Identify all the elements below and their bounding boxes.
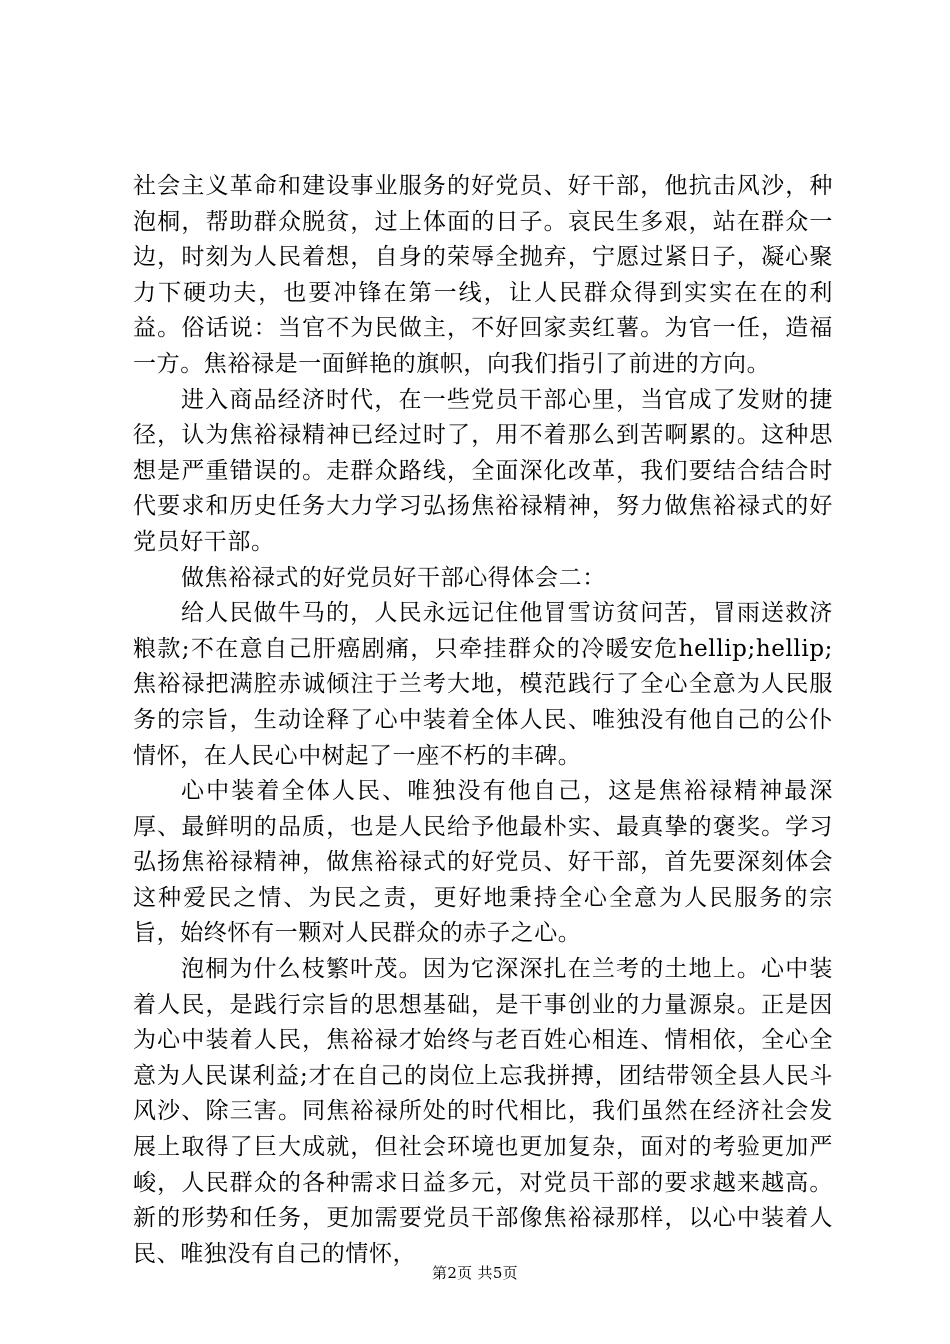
paragraph: 社会主义革命和建设事业服务的好党员、好干部，他抗击风沙，种泡桐，帮助群众脱贫，过上体面的日子。哀民生多艰，站在群众一边，时刻为人民着想，自身的荣辱全抛弃，宁愿过紧日子，凝心聚力下硬功夫，也要冲锋在第一线，让人民群众得到实实在在的利益。俗话说：当官不为民做主，不好回家卖红薯。为官一任，造福一方。焦裕禄是一面鲜艳的旗帜，向我们指引了前进的方向。 [133, 173, 833, 377]
paragraph: 心中装着全体人民、唯独没有他自己，这是焦裕禄精神最深厚、最鲜明的品质，也是人民给予他最朴实、最真挚的褒奖。学习弘扬焦裕禄精神，做焦裕禄式的好党员、好干部，首先要深刻体会这种爱民之情、为民之责，更好地秉持全心全意为人民服务的宗旨，始终怀有一颗对人民群众的赤子之心。 [133, 778, 833, 947]
paragraph: 给人民做牛马的，人民永远记住他冒雪访贫问苦，冒雨送救济粮款;不在意自己肝癌剧痛，只牵挂群众的冷暖安危hellip;hellip;焦裕禄把满腔赤诚倾注于兰考大地，模范践行了全心全意为人民服务的宗旨，生动诠释了心中装着全体人民、唯独没有他自己的公仆情怀，在人民心中树起了一座不朽的丰碑。 [133, 600, 833, 769]
section-heading: 做焦裕禄式的好党员好干部心得体会二： [181, 564, 606, 591]
document-body [133, 169, 833, 1272]
page-number-footer: 第2页 共5页 [432, 1264, 518, 1282]
paragraph: 泡桐为什么枝繁叶茂。因为它深深扎在兰考的土地上。心中装着人民，是践行宗旨的思想基础，是干事创业的力量源泉。正是因为心中装着人民，焦裕禄才始终与老百姓心相连、情相依，全心全意为人民谋利益;才在自己的岗位上忘我拼搏，团结带领全县人民斗风沙、除三害。同焦裕禄所处的时代相比，我们虽然在经济社会发展上取得了巨大成就，但社会环境也更加复杂，面对的考验更加严峻，人民群众的各种需求日益多元，对党员干部的要求越来越高。新的形势和任务，更加需要党员干部像焦裕禄那样，以心中装着人民、唯独没有自己的情怀， [133, 956, 833, 1267]
paragraph: 进入商品经济时代，在一些党员干部心里，当官成了发财的捷径，认为焦裕禄精神已经过时了，用不着那么到苦啊累的。这种思想是严重错误的。走群众路线，全面深化改革，我们要结合结合时代要求和历史任务大力学习弘扬焦裕禄精神，努力做焦裕禄式的好党员好干部。 [133, 386, 833, 555]
